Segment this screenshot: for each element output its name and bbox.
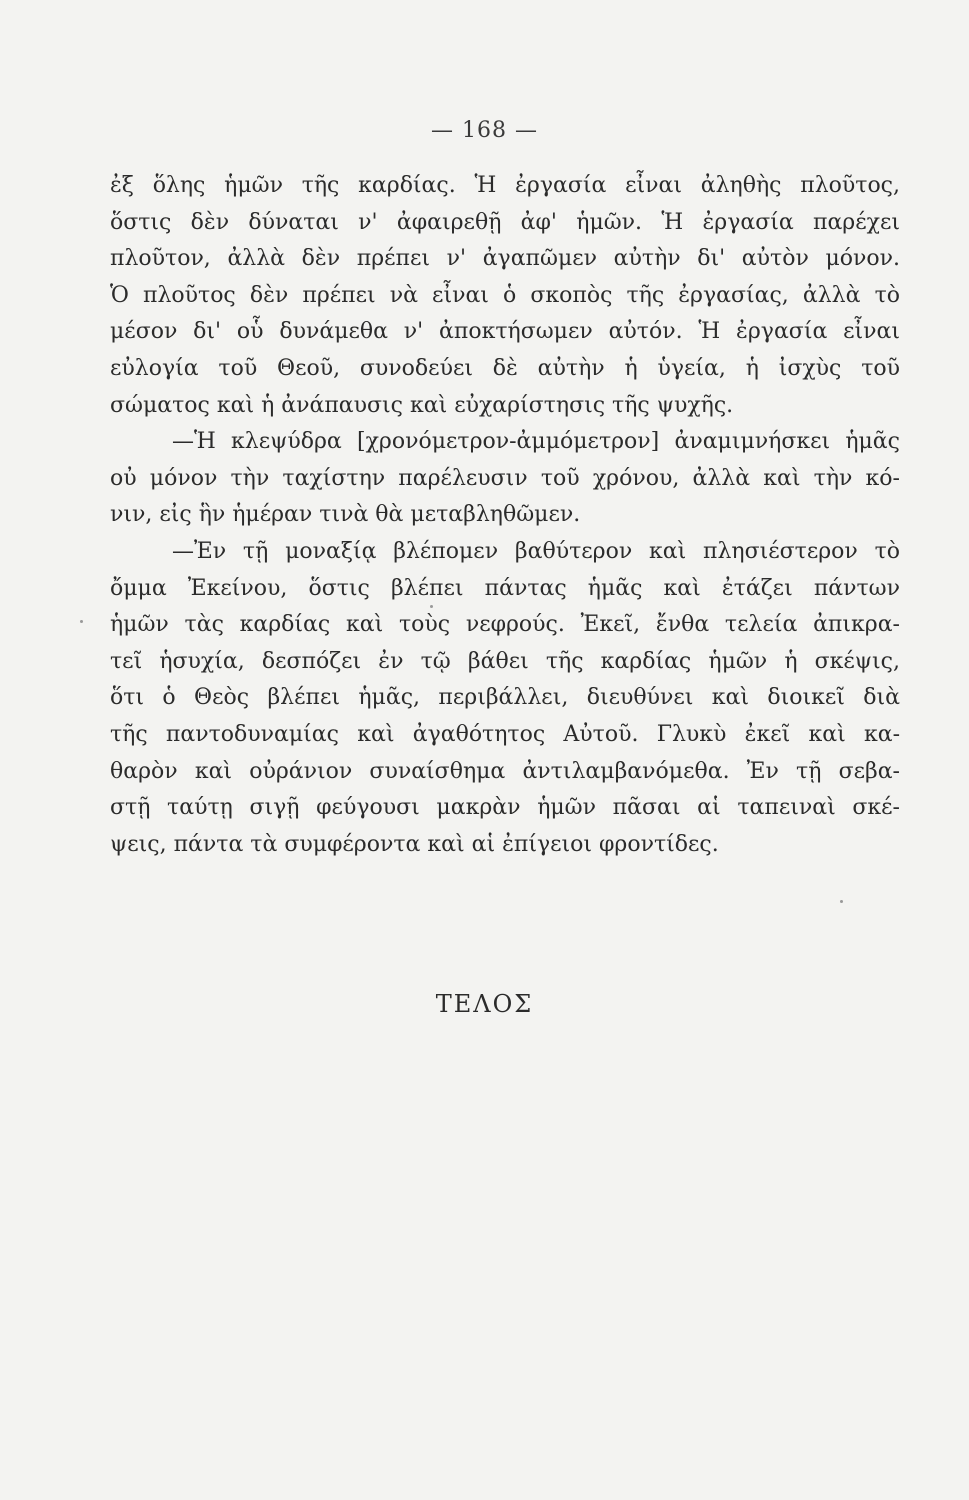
text-line: πλοῦτον, ἀλλὰ δὲν πρέπει ν' ἀγαπῶμεν αὐτὴν δι' αὐτὸν μόνον. (110, 246, 900, 272)
text-line: οὐ μόνον τὴν ταχίστην παρέλευσιν τοῦ χρόνου, ἀλλὰ καὶ τὴν κό- (110, 465, 900, 491)
text-line: ὄμμα Ἐκείνου, ὅστις βλέπει πάντας ἡμᾶς καὶ ἐτάζει πάντων (110, 575, 900, 601)
text-line: στῇ ταύτῃ σιγῇ φεύγουσι μακρὰν ἡμῶν πᾶσαι αἱ ταπειναὶ σκέ- (110, 795, 900, 821)
text-line: —Ἐν τῇ μοναξίᾳ βλέπομεν βαθύτερον καὶ πλησιέστερον τὸ (172, 538, 900, 564)
text-line: —Ἡ κλεψύδρα [χρονόμετρον-ἀμμόμετρον] ἀναμιμνήσκει ἡμᾶς (172, 429, 900, 455)
paper-speck (80, 620, 83, 623)
text-line: τῆς παντοδυναμίας καὶ ἀγαθότητος Αὐτοῦ. Γλυκὺ ἐκεῖ καὶ κα- (110, 721, 900, 747)
text-line: Ὁ πλοῦτος δὲν πρέπει νὰ εἶναι ὁ σκοπὸς τῆς ἐργασίας, ἀλλὰ τὸ (110, 282, 900, 308)
text-line: μέσον δι' οὗ δυνάμεθα ν' ἀποκτήσωμεν αὐτόν. Ἡ ἐργασία εἶναι (110, 319, 900, 345)
text-line: ψεις, πάντα τὰ συμφέροντα καὶ αἱ ἐπίγειοι φροντίδες. (110, 831, 719, 857)
text-line: σώματος καὶ ἡ ἀνάπαυσις καὶ εὐχαρίστησις τῆς ψυχῆς. (110, 392, 734, 418)
text-line: ἡμῶν τὰς καρδίας καὶ τοὺς νεφρούς. Ἐκεῖ, ἔνθα τελεία ἀπικρα- (110, 612, 900, 638)
text-line: εὐλογία τοῦ Θεοῦ, συνοδεύει δὲ αὐτὴν ἡ ὑγεία, ἡ ἰσχὺς τοῦ (110, 355, 900, 381)
text-line: ἐξ ὅλης ἡμῶν τῆς καρδίας. Ἡ ἐργασία εἶναι ἀληθὴς πλοῦτος, (110, 173, 900, 198)
page-number: — 168 — (431, 118, 538, 143)
paper-speck (840, 900, 843, 903)
end-title: ΤΕΛΟΣ (435, 990, 534, 1018)
text-line: τεῖ ἡσυχία, δεσπόζει ἐν τῷ βάθει τῆς καρδίας ἡμῶν ἡ σκέψις, (110, 648, 900, 674)
text-line: ὅτι ὁ Θεὸς βλέπει ἡμᾶς, περιβάλλει, διευθύνει καὶ διοικεῖ διὰ (110, 685, 900, 711)
text-line: ὅστις δὲν δύναται ν' ἀφαιρεθῇ ἀφ' ἡμῶν. Ἡ ἐργασία παρέχει (110, 209, 900, 235)
paper-speck (430, 605, 433, 608)
text-line: θαρὸν καὶ οὐράνιον συναίσθημα ἀντιλαμβανόμεθα. Ἐν τῇ σεβα- (110, 758, 900, 784)
body-text (110, 168, 900, 863)
text-line: νιν, εἰς ἣν ἡμέραν τινὰ θὰ μεταβληθῶμεν. (110, 502, 581, 528)
